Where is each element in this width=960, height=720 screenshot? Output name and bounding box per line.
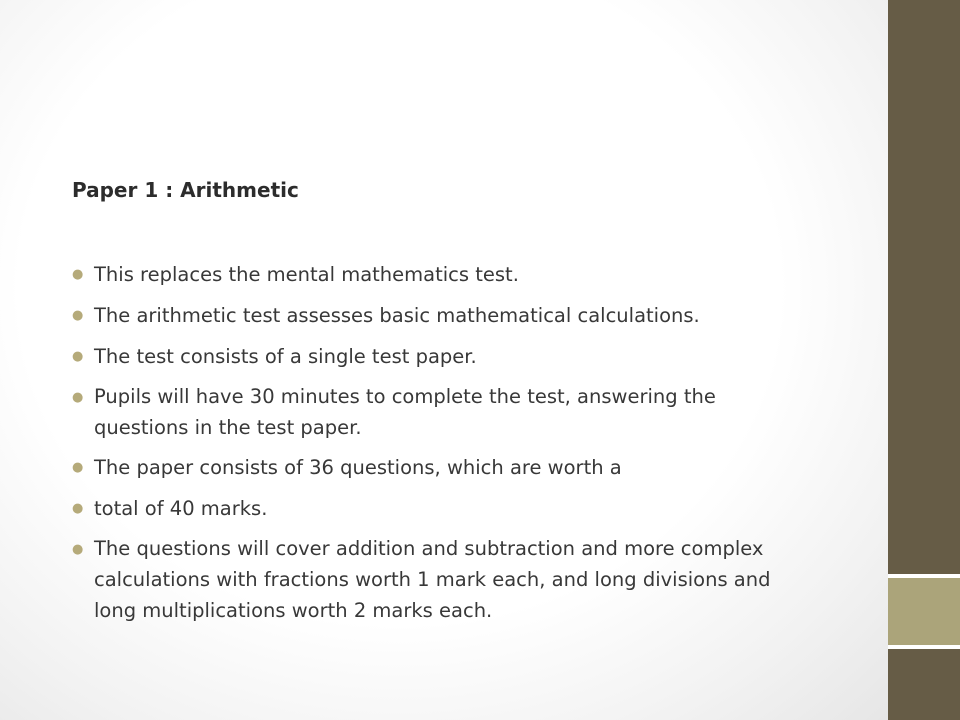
bullet-icon: ● — [72, 460, 84, 475]
bullet-text: Pupils will have 30 minutes to complete the test, answering the questions in the test paper. — [94, 385, 716, 439]
bullet-text: The questions will cover addition and subtraction and more complex calculations with fractions worth 1 mark each, and long divisions and long multiplications worth 2 marks each. — [94, 537, 771, 622]
side-bar-top-segment — [888, 0, 960, 574]
bullet-icon: ● — [72, 501, 84, 516]
decorative-side-bar — [888, 0, 960, 720]
bullet-icon: ● — [72, 308, 84, 323]
bullet-item — [72, 299, 812, 332]
bullet-item — [72, 533, 812, 626]
bullet-text: The paper consists of 36 questions, which are worth a — [94, 456, 622, 479]
bullet-item — [72, 340, 812, 373]
bullet-item — [72, 492, 812, 525]
bullet-text: The arithmetic test assesses basic mathematical calculations. — [94, 304, 700, 327]
bullet-item — [72, 381, 812, 443]
bullet-item — [72, 451, 812, 484]
bullet-icon: ● — [72, 349, 84, 364]
bullet-list — [72, 258, 812, 634]
bullet-text: total of 40 marks. — [94, 497, 268, 520]
slide-title: Paper 1 : Arithmetic — [72, 178, 299, 202]
bullet-icon: ● — [72, 267, 84, 282]
bullet-item — [72, 258, 812, 291]
side-bar-bottom-segment — [888, 649, 960, 720]
side-bar-middle-segment — [888, 578, 960, 645]
bullet-text: This replaces the mental mathematics test. — [94, 263, 519, 286]
bullet-text: The test consists of a single test paper. — [94, 345, 477, 368]
bullet-icon: ● — [72, 542, 84, 557]
bullet-icon: ● — [72, 390, 84, 405]
